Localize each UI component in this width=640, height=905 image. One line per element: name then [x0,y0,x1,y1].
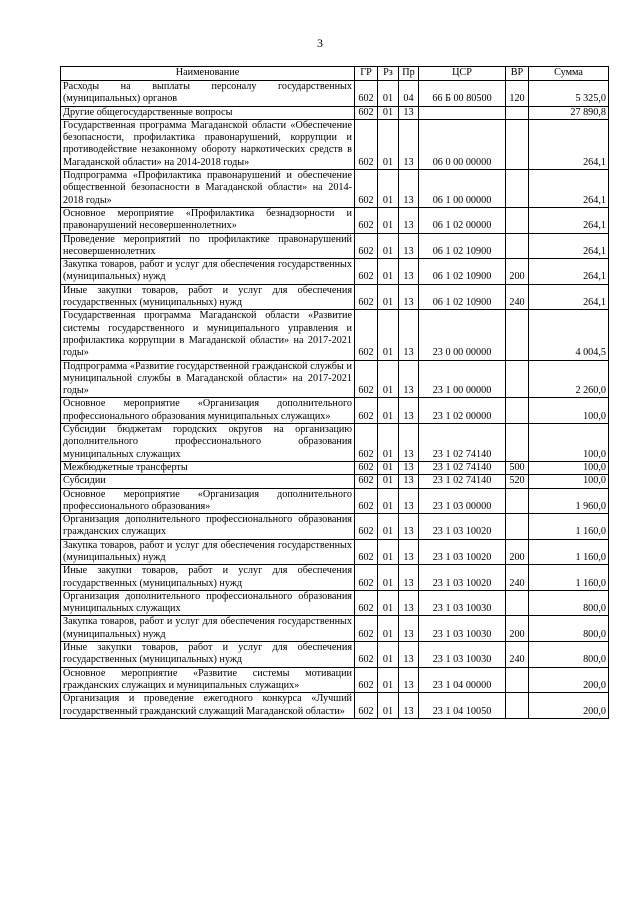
row-csr: 23 1 03 10030 [419,642,506,668]
row-vr: 200 [506,539,529,565]
row-pr: 13 [399,667,419,693]
row-sum: 100,0 [529,398,609,424]
header-pr: Пр [399,67,419,81]
table-row [61,590,609,616]
row-sum: 200,0 [529,693,609,719]
row-rz: 01 [378,81,399,107]
row-gr: 602 [355,81,378,107]
row-rz: 01 [378,119,399,169]
row-sum: 800,0 [529,590,609,616]
row-gr: 602 [355,207,378,233]
row-gr: 602 [355,398,378,424]
row-sum: 1 160,0 [529,514,609,540]
row-csr: 23 1 04 10050 [419,693,506,719]
row-gr: 602 [355,284,378,310]
row-rz: 01 [378,284,399,310]
header-rz: Рз [378,67,399,81]
row-csr: 23 1 03 10020 [419,539,506,565]
row-name: Закупка товаров, работ и услуг для обеспечения государственных (муниципальных) нужд [61,259,355,285]
row-sum: 264,1 [529,119,609,169]
row-rz: 01 [378,514,399,540]
row-gr: 602 [355,693,378,719]
row-gr: 602 [355,233,378,259]
row-vr [506,106,529,119]
row-rz: 01 [378,398,399,424]
row-pr: 13 [399,398,419,424]
row-name: Расходы на выплаты персоналу государственных (муниципальных) органов [61,81,355,107]
row-name: Другие общегосударственные вопросы [61,106,355,119]
row-gr: 602 [355,170,378,208]
row-csr: 06 0 00 00000 [419,119,506,169]
row-name: Основное мероприятие «Организация дополнительного профессионального образования муниципальных служащих» [61,398,355,424]
row-sum: 27 890,8 [529,106,609,119]
row-rz: 01 [378,693,399,719]
row-pr: 13 [399,259,419,285]
row-name: Организация и проведение ежегодного конкурса «Лучший государственный гражданский служащий Магаданской области» [61,693,355,719]
row-rz: 01 [378,424,399,462]
row-pr: 13 [399,642,419,668]
row-vr [506,667,529,693]
row-csr: 23 1 02 00000 [419,398,506,424]
row-rz: 01 [378,565,399,591]
table-row [61,616,609,642]
row-rz: 01 [378,233,399,259]
table-row [61,539,609,565]
row-vr: 240 [506,284,529,310]
table-row [61,207,609,233]
row-sum: 5 325,0 [529,81,609,107]
row-pr: 13 [399,461,419,474]
row-csr: 23 0 00 00000 [419,310,506,360]
row-sum: 100,0 [529,424,609,462]
row-vr [506,514,529,540]
row-rz: 01 [378,616,399,642]
row-sum: 264,1 [529,207,609,233]
row-sum: 264,1 [529,170,609,208]
row-gr: 602 [355,360,378,398]
row-gr: 602 [355,475,378,488]
table-row [61,488,609,514]
table-row [61,642,609,668]
row-sum: 2 260,0 [529,360,609,398]
row-csr: 06 1 02 00000 [419,207,506,233]
row-rz: 01 [378,539,399,565]
row-sum: 200,0 [529,667,609,693]
row-sum: 100,0 [529,461,609,474]
row-csr: 23 1 03 10020 [419,514,506,540]
header-gr: ГР [355,67,378,81]
row-vr: 200 [506,259,529,285]
table-row [61,360,609,398]
row-name: Подпрограмма «Развитие государственной гражданской службы и муниципальной службы в Магаданской области» на 2017-2021 годы» [61,360,355,398]
row-sum: 1 160,0 [529,565,609,591]
row-pr: 13 [399,539,419,565]
row-csr [419,106,506,119]
row-csr: 23 1 03 10020 [419,565,506,591]
row-pr: 13 [399,693,419,719]
row-pr: 13 [399,565,419,591]
table-body [61,81,609,719]
row-csr: 23 1 02 74140 [419,424,506,462]
row-vr [506,590,529,616]
row-csr: 23 1 02 74140 [419,461,506,474]
row-rz: 01 [378,461,399,474]
row-pr: 13 [399,360,419,398]
row-gr: 602 [355,642,378,668]
row-name: Субсидии бюджетам городских округов на организацию дополнительного профессионального образования муниципальных служащих [61,424,355,462]
table-row [61,424,609,462]
row-rz: 01 [378,310,399,360]
table-row [61,693,609,719]
row-name: Организация дополнительного профессионального образования муниципальных служащих [61,590,355,616]
table-row [61,284,609,310]
row-pr: 13 [399,475,419,488]
table-row [61,233,609,259]
row-name: Закупка товаров, работ и услуг для обеспечения государственных (муниципальных) нужд [61,616,355,642]
row-rz: 01 [378,590,399,616]
row-csr: 06 1 02 10900 [419,259,506,285]
row-sum: 264,1 [529,284,609,310]
row-gr: 602 [355,119,378,169]
header-sum: Сумма [529,67,609,81]
table-row [61,310,609,360]
row-vr: 240 [506,565,529,591]
row-gr: 602 [355,539,378,565]
row-csr: 23 1 03 10030 [419,590,506,616]
row-rz: 01 [378,475,399,488]
row-pr: 13 [399,310,419,360]
header-vr: ВР [506,67,529,81]
row-sum: 264,1 [529,233,609,259]
row-gr: 602 [355,616,378,642]
table-row [61,461,609,474]
row-pr: 13 [399,233,419,259]
table-row [61,81,609,107]
row-rz: 01 [378,667,399,693]
row-rz: 01 [378,259,399,285]
row-csr: 23 1 04 00000 [419,667,506,693]
row-pr: 13 [399,590,419,616]
table-row [61,667,609,693]
row-name: Проведение мероприятий по профилактике правонарушений несовершеннолетних [61,233,355,259]
row-vr [506,119,529,169]
row-sum: 264,1 [529,259,609,285]
row-name: Основное мероприятие «Развитие системы мотивации гражданских служащих и муниципальных служащих» [61,667,355,693]
row-vr [506,310,529,360]
row-name: Иные закупки товаров, работ и услуг для обеспечения государственных (муниципальных) нужд [61,284,355,310]
row-name: Государственная программа Магаданской области «Обеспечение безопасности, профилактика правонарушений, коррупции и противодействие незаконному обороту наркотических средств в Магаданской области» на 2014-2018 годы» [61,119,355,169]
row-pr: 13 [399,106,419,119]
row-pr: 13 [399,170,419,208]
row-name: Иные закупки товаров, работ и услуг для обеспечения государственных (муниципальных) нужд [61,565,355,591]
row-name: Организация дополнительного профессионального образования гражданских служащих [61,514,355,540]
row-rz: 01 [378,170,399,208]
row-gr: 602 [355,259,378,285]
row-name: Государственная программа Магаданской области «Развитие системы государственного и муниципального управления и профилактика коррупции в Магаданской области» на 2017-2021 годы» [61,310,355,360]
row-sum: 1 160,0 [529,539,609,565]
row-vr [506,398,529,424]
row-vr [506,360,529,398]
row-vr [506,488,529,514]
budget-table [60,66,609,719]
table-row [61,514,609,540]
row-rz: 01 [378,207,399,233]
row-gr: 602 [355,106,378,119]
row-sum: 1 960,0 [529,488,609,514]
row-name: Основное мероприятие «Организация дополнительного профессионального образования» [61,488,355,514]
row-sum: 800,0 [529,616,609,642]
row-vr [506,170,529,208]
row-gr: 602 [355,514,378,540]
row-rz: 01 [378,488,399,514]
row-name: Субсидии [61,475,355,488]
row-rz: 01 [378,106,399,119]
row-csr: 23 1 03 10030 [419,616,506,642]
table-row [61,259,609,285]
row-csr: 23 1 00 00000 [419,360,506,398]
page-number: 3 [317,36,323,50]
row-vr [506,207,529,233]
row-csr: 23 1 03 00000 [419,488,506,514]
table-row [61,106,609,119]
row-pr: 13 [399,119,419,169]
row-name: Межбюджетные трансферты [61,461,355,474]
row-gr: 602 [355,590,378,616]
table-row [61,565,609,591]
header-name: Наименование [61,67,355,81]
row-name: Подпрограмма «Профилактика правонарушений и обеспечение общественной безопасности в Магаданской области» на 2014-2018 годы» [61,170,355,208]
row-csr: 06 1 00 00000 [419,170,506,208]
row-name: Закупка товаров, работ и услуг для обеспечения государственных (муниципальных) нужд [61,539,355,565]
row-pr: 13 [399,488,419,514]
row-pr: 13 [399,514,419,540]
row-vr [506,424,529,462]
row-pr: 13 [399,207,419,233]
row-vr: 500 [506,461,529,474]
table-row [61,398,609,424]
row-vr: 200 [506,616,529,642]
table-row [61,475,609,488]
row-gr: 602 [355,461,378,474]
row-csr: 06 1 02 10900 [419,233,506,259]
row-csr: 23 1 02 74140 [419,475,506,488]
row-csr: 06 1 02 10900 [419,284,506,310]
table-row [61,119,609,169]
row-vr: 520 [506,475,529,488]
row-vr [506,693,529,719]
row-pr: 13 [399,616,419,642]
table-header-row [61,67,609,81]
row-gr: 602 [355,565,378,591]
row-gr: 602 [355,488,378,514]
row-vr [506,233,529,259]
row-rz: 01 [378,360,399,398]
row-vr: 120 [506,81,529,107]
row-gr: 602 [355,310,378,360]
row-csr: 66 Б 00 80500 [419,81,506,107]
row-pr: 04 [399,81,419,107]
row-sum: 800,0 [529,642,609,668]
row-rz: 01 [378,642,399,668]
row-pr: 13 [399,424,419,462]
table-row [61,170,609,208]
row-name: Иные закупки товаров, работ и услуг для обеспечения государственных (муниципальных) нужд [61,642,355,668]
row-sum: 100,0 [529,475,609,488]
header-csr: ЦСР [419,67,506,81]
row-vr: 240 [506,642,529,668]
row-gr: 602 [355,424,378,462]
row-pr: 13 [399,284,419,310]
row-name: Основное мероприятие «Профилактика безнадзорности и правонарушений несовершеннолетних» [61,207,355,233]
row-gr: 602 [355,667,378,693]
row-sum: 4 004,5 [529,310,609,360]
